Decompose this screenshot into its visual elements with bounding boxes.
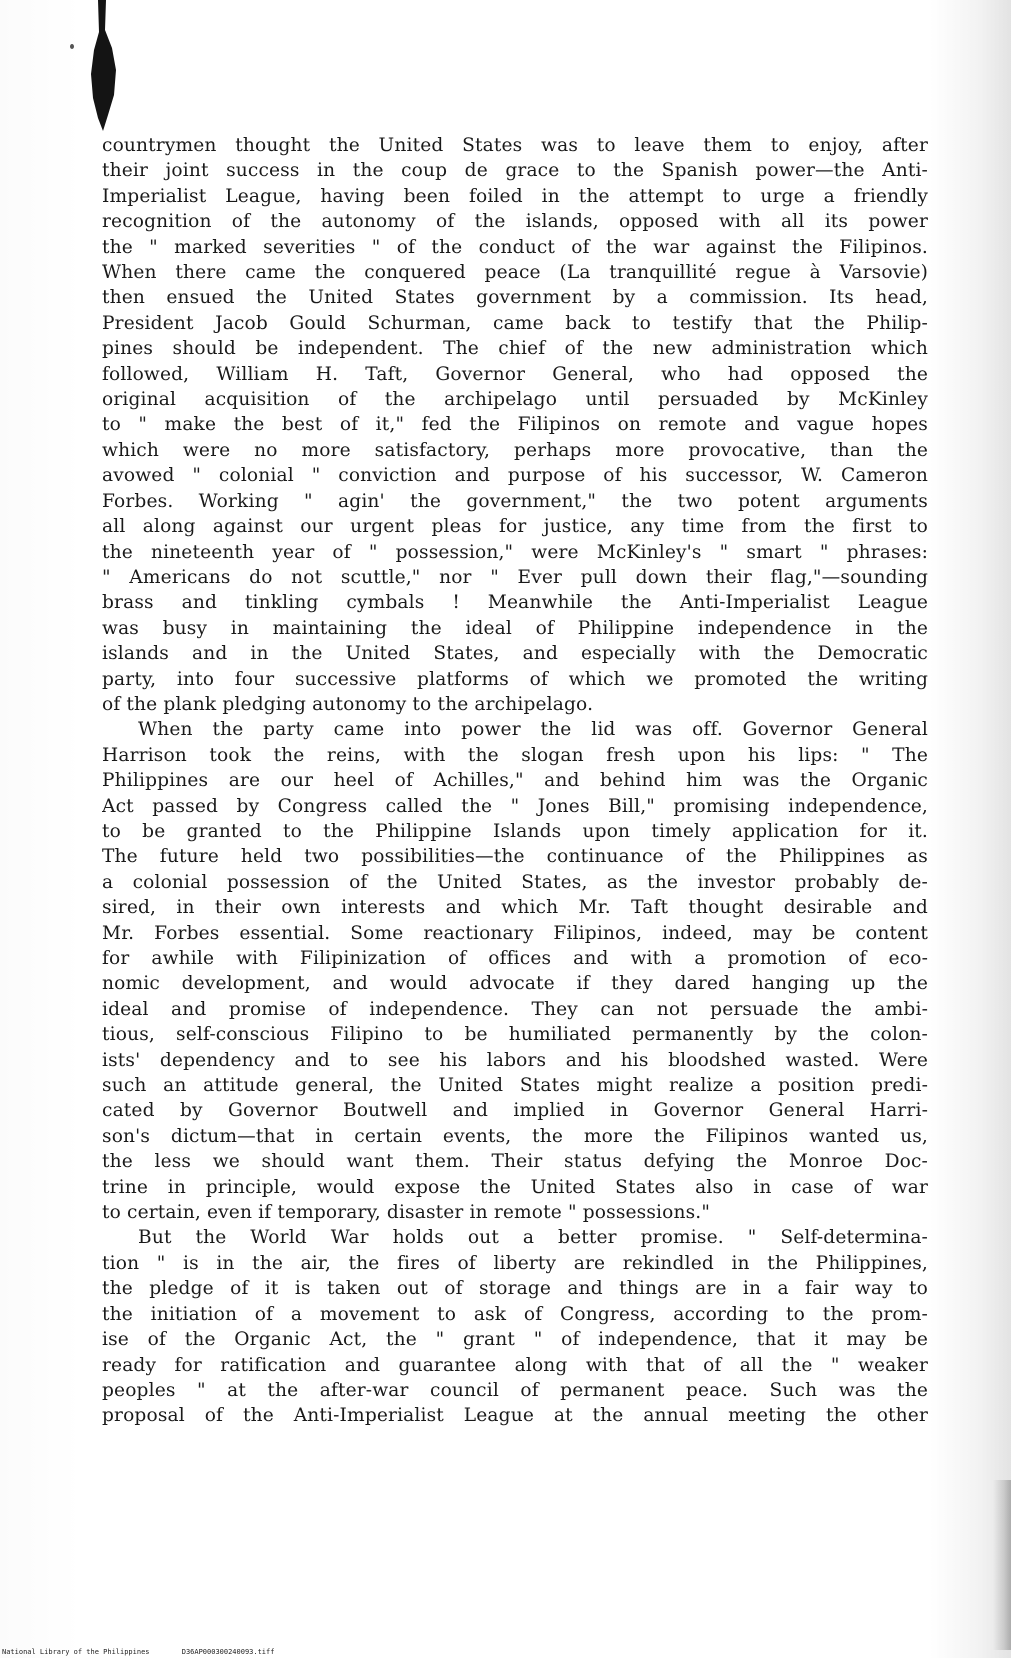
binding-ink-mark (86, 0, 120, 132)
text-line: brass and tinkling cymbals ! Meanwhile the Anti-Imperialist League (102, 592, 928, 614)
text-line: to be granted to the Philippine Islands upon timely application for it. (102, 820, 928, 842)
text-line: to " make the best of it," fed the Filipinos on remote and vague hopes (102, 414, 928, 436)
footer-file: D36AP000300240093.tiff (181, 1648, 275, 1656)
text-line: followed, William H. Taft, Governor General, who had opposed the (102, 363, 928, 385)
text-line: " Americans do not scuttle," nor " Ever pull down their flag,"—sounding (102, 566, 928, 588)
text-line: the pledge of it is taken out of storage and things are in a fair way to (102, 1278, 928, 1300)
text-line: cated by Governor Boutwell and implied in Governor General Harri- (102, 1100, 928, 1122)
body-text (102, 133, 928, 1429)
text-line: which were no more satisfactory, perhaps more provocative, than the (102, 439, 928, 461)
ink-speck (70, 44, 74, 49)
text-line: When there came the conquered peace (La tranquillité regue à Varsovie) (102, 262, 928, 284)
text-line: ideal and promise of independence. They can not persuade the ambi- (102, 998, 928, 1020)
text-line: a colonial possession of the United States, as the investor probably de- (102, 871, 928, 893)
text-line: trine in principle, would expose the United States also in case of war (102, 1176, 928, 1198)
text-line: But the World War holds out a better promise. " Self-determina- (138, 1227, 928, 1249)
text-line: such an attitude general, the United States might realize a position predi- (102, 1075, 928, 1097)
text-line: the less we should want them. Their status defying the Monroe Doc- (102, 1151, 928, 1173)
scan-footer (2, 1648, 302, 1656)
text-line: the " marked severities " of the conduct of the war against the Filipinos. (102, 236, 928, 258)
text-line: countrymen thought the United States was to leave them to enjoy, after (102, 135, 928, 156)
text-line: original acquisition of the archipelago until persuaded by McKinley (102, 389, 928, 411)
text-line: ists' dependency and to see his labors and his bloodshed wasted. Were (102, 1049, 928, 1071)
footer-source: National Library of the Philippines (2, 1648, 150, 1656)
text-line: Philippines are our heel of Achilles," and behind him was the Organic (102, 770, 928, 792)
text-line: the initiation of a movement to ask of Congress, according to the prom- (102, 1303, 928, 1325)
text-line: proposal of the Anti-Imperialist League at the annual meeting the other (102, 1405, 928, 1427)
text-line: islands and in the United States, and especially with the Democratic (102, 643, 928, 665)
text-line: sired, in their own interests and which Mr. Taft thought desirable and (102, 897, 928, 919)
text-line: son's dictum—that in certain events, the more the Filipinos wanted us, (102, 1125, 928, 1147)
text-line: nomic development, and would advocate if they dared hanging up the (102, 973, 928, 995)
text-line: Harrison took the reins, with the slogan fresh upon his lips: " The (102, 744, 928, 766)
text-line: The future held two possibilities—the continuance of the Philippines as (102, 846, 928, 868)
text-line: ise of the Organic Act, the " grant " of independence, that it may be (102, 1329, 928, 1351)
text-line: recognition of the autonomy of the islands, opposed with all its power (102, 211, 928, 233)
page-edge-shadow (993, 1480, 1011, 1650)
text-line: avowed " colonial " conviction and purpose of his successor, W. Cameron (102, 465, 928, 487)
text-line: peoples " at the after-war council of permanent peace. Such was the (102, 1379, 928, 1401)
text-line: President Jacob Gould Schurman, came back to testify that the Philip- (102, 312, 928, 334)
text-line: party, into four successive platforms of which we promoted the writing (102, 668, 928, 690)
text-line: to certain, even if temporary, disaster in remote " possessions." (102, 1202, 711, 1224)
text-line: all along against our urgent pleas for justice, any time from the first to (102, 516, 928, 538)
text-line: their joint success in the coup de grace to the Spanish power—the Anti- (102, 160, 928, 182)
text-line: When the party came into power the lid was off. Governor General (138, 719, 928, 741)
text-line: ready for ratification and guarantee along with that of all the " weaker (102, 1354, 928, 1376)
text-line: pines should be independent. The chief of the new administration which (102, 338, 928, 360)
text-line: Mr. Forbes essential. Some reactionary Filipinos, indeed, may be content (102, 922, 928, 944)
text-line: was busy in maintaining the ideal of Philippine independence in the (102, 617, 928, 639)
text-line: then ensued the United States government by a commission. Its head, (102, 287, 928, 309)
text-line: the nineteenth year of " possession," were McKinley's " smart " phrases: (102, 541, 928, 563)
text-line: tion " is in the air, the fires of liberty are rekindled in the Philippines, (102, 1252, 928, 1274)
text-line: Imperialist League, having been foiled in the attempt to urge a friendly (102, 185, 928, 207)
text-line: of the plank pledging autonomy to the archipelago. (102, 693, 594, 715)
text-line: Act passed by Congress called the " Jones Bill," promising independence, (102, 795, 928, 817)
text-line: for awhile with Filipinization of offices and with a promotion of eco- (102, 948, 928, 969)
text-line: tious, self-conscious Filipino to be humiliated permanently by the colon- (102, 1024, 928, 1046)
text-line: Forbes. Working " agin' the government," the two potent arguments (102, 490, 928, 512)
